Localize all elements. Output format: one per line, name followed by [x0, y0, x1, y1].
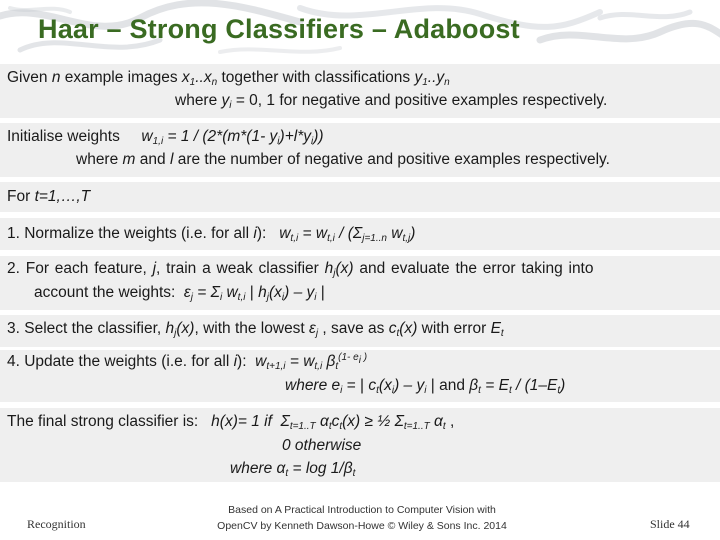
- step-4-line-2: where $e_i$ = | $c_t(x_i) - y_i$ | and $\beta_t = E_t / (1-E_t)$: [285, 377, 566, 396]
- step-2-line-1: 2. For each feature, j, train a weak classifier $h_j(x)$ and evaluate the error taking into: [7, 260, 594, 279]
- for-loop-block: [0, 182, 720, 212]
- initialise-line: Initialise weights $w_{1,i} = 1 / (2*(m*(1-$ $y_i)+l*y_i$)): [7, 128, 324, 147]
- footer-credit: [182, 502, 542, 534]
- slide-title: Haar – Strong Classifiers – Adaboost: [38, 14, 520, 44]
- step-2-block: [0, 256, 720, 310]
- final-line-2: 0 otherwise: [282, 437, 362, 454]
- footer-credit-line-1: Based on A Practical Introduction to Computer Vision with: [228, 504, 496, 516]
- final-classifier-block: [0, 408, 720, 482]
- given-examples-block: [0, 64, 720, 118]
- step-4-line-1: 4. Update the weights (i.e. for all i): $w_{t+1,i} = w_{t,i}$ $\beta_t^{(1- e_i )}$: [7, 352, 368, 372]
- step-3-line: 3. Select the classifier, $h_j(x)$, with the lowest $\varepsilon_j$ , save as $c_t(x)$ with error $E_t$: [7, 320, 504, 339]
- initialise-where-line: where m and l are the number of negative and positive examples respectively.: [76, 151, 610, 168]
- step-2-line-2: account the weights: $\varepsilon_j = \Sigma_i$ $w_{t,i}$ | $h_j(x_i) - y_i$ |: [34, 284, 325, 303]
- slide-number: Slide 44: [650, 517, 690, 531]
- initialise-weights-block: [0, 123, 720, 177]
- slide-header: [0, 0, 720, 64]
- final-line-3: where $\alpha_t = \log 1/\beta_t$: [230, 460, 356, 479]
- step-4-block: [0, 350, 720, 402]
- given-line: Given n example images $x_1..x_n$ together with classifications $y_1..y_n$: [7, 69, 450, 88]
- final-line-1: The final strong classifier is: h(x)= 1 if $\Sigma_{t=1..T}$ $\alpha_tc_t(x)$ ≥ ½ $\Sigma_{t=1..T}$ $\alpha_t$ ,: [7, 413, 455, 432]
- given-where-line: where $y_i = 0$, 1 for negative and positive examples respectively.: [175, 92, 608, 111]
- footer-credit-line-2: OpenCV by Kenneth Dawson-Howe © Wiley & Sons Inc. 2014: [217, 520, 507, 532]
- step-1-line: 1. Normalize the weights (i.e. for all i): $w_{t,i} = w_{t,i} / (\Sigma_{j=1..n}$ $w_{t,j}$): [7, 225, 416, 244]
- step-3-block: [0, 315, 720, 347]
- step-1-block: [0, 218, 720, 250]
- footer-topic: Recognition: [27, 517, 86, 531]
- for-line: For t=1,…,T: [7, 188, 91, 205]
